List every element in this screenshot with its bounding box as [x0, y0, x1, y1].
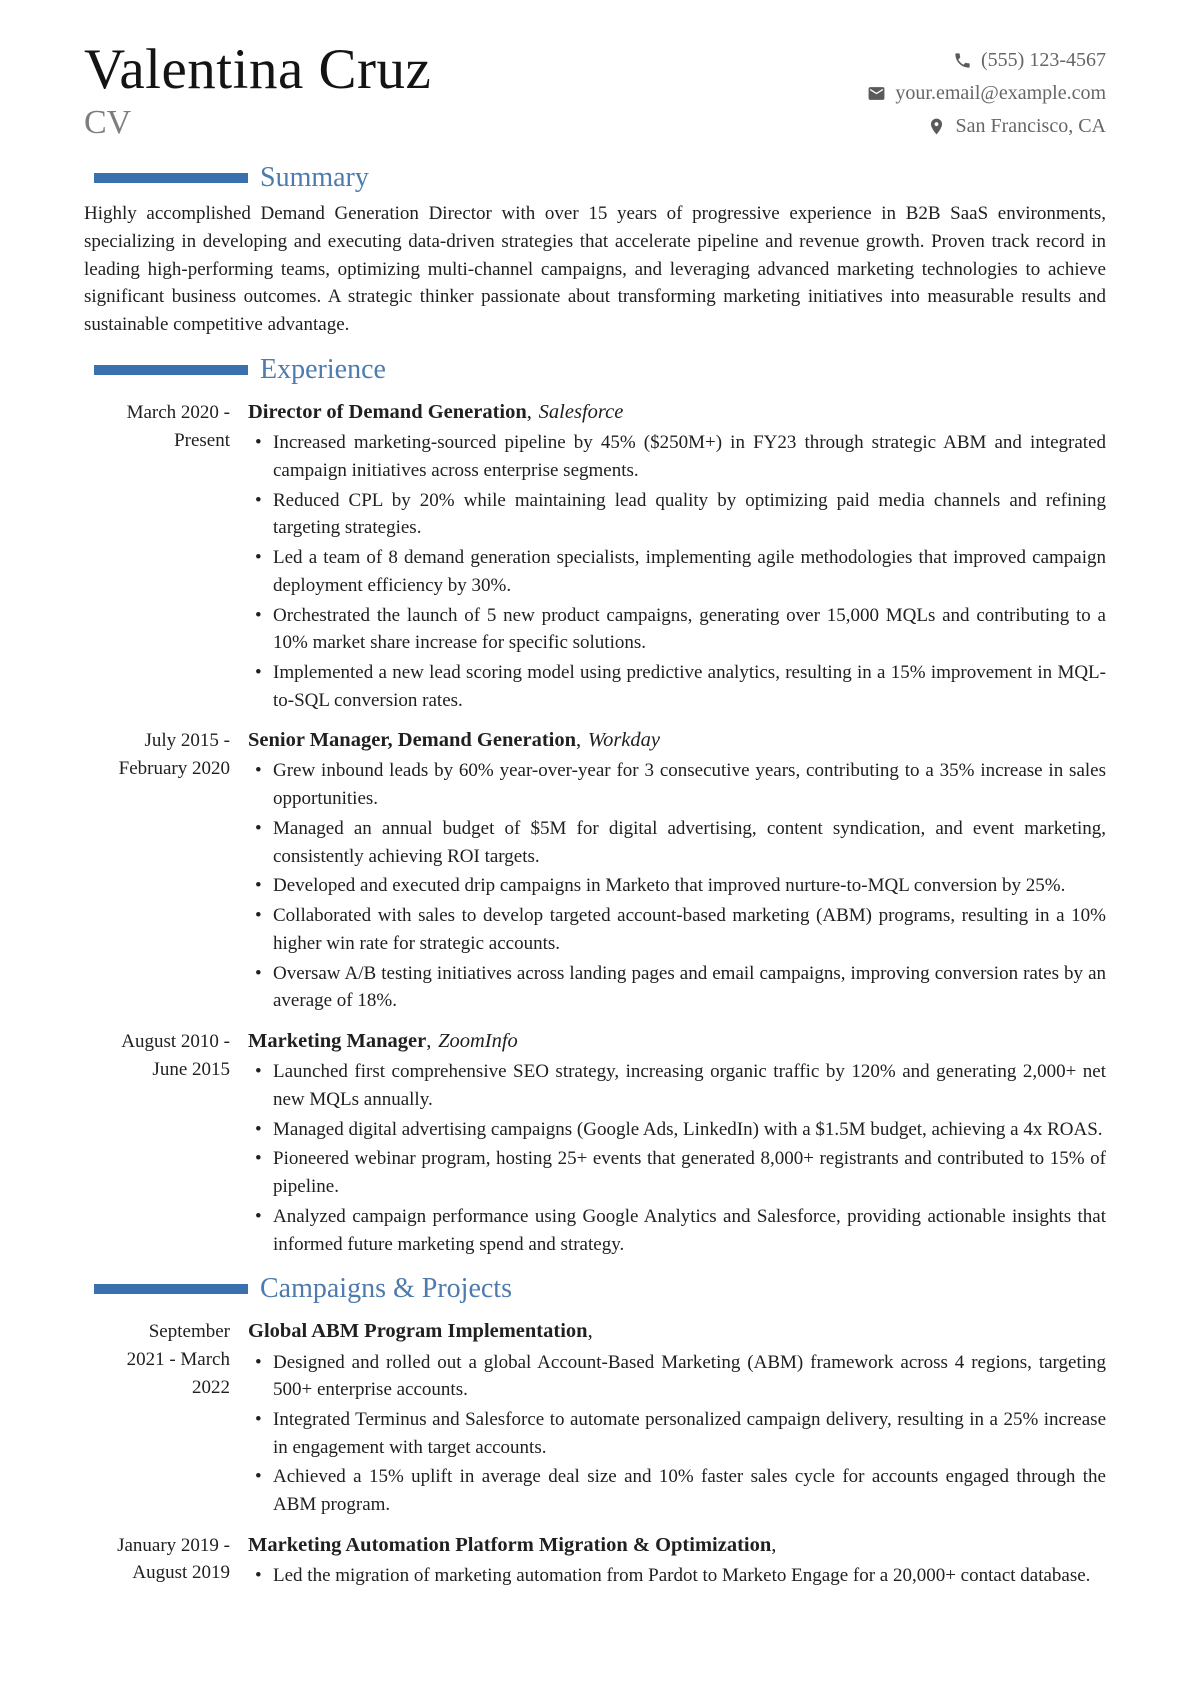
experience-entry: [84, 727, 1106, 1015]
entry-title: [248, 727, 1106, 754]
entry-role: Marketing Automation Platform Migration & Optimization: [248, 1533, 772, 1556]
entry-body: [248, 1028, 1106, 1258]
cv-label: CV: [84, 103, 132, 141]
bullet-item: • Orchestrated the launch of 5 new product campaigns, generating over 15,000 MQLs and contributing to a 10% market share increase for specific solutions.: [248, 602, 1106, 657]
heading-accent-bar: [94, 365, 248, 375]
title-separator: ,: [576, 729, 582, 752]
project-entry: [84, 1532, 1106, 1590]
bullet-item: • Managed an annual budget of $5M for digital advertising, content syndication, and event marketing, consistently achieving ROI targets.: [248, 815, 1106, 870]
entry-date: July 2015 - February 2020: [118, 730, 230, 779]
summary-paragraph: Highly accomplished Demand Generation Director with over 15 years of progressive experience in B2B SaaS environments, specializing in developing and executing data-driven strategies that accelerate pipeline and revenue growth. Proven track record in leading high-performing teams, optimizing multi-channel campaigns, and leveraging advanced marketing technologies to achieve significant business outcomes. A strategic thinker passionate about transforming marketing initiatives into measurable results and sustainable competitive advantage.: [84, 203, 1106, 336]
projects-title: Campaigns & Projects: [260, 1273, 512, 1305]
bullet-list: [248, 757, 1106, 1015]
title-separator: ,: [426, 1030, 432, 1053]
summary-title: Summary: [260, 162, 369, 193]
contact-location-row: [867, 114, 1106, 138]
entry-role: Marketing Manager: [248, 1030, 427, 1053]
entry-date: August 2010 - June 2015: [121, 1031, 230, 1080]
projects-section-heading: [84, 1273, 1106, 1305]
entry-title: [248, 1532, 1106, 1559]
bullet-list: [248, 1349, 1106, 1519]
bullet-item: • Led a team of 8 demand generation specialists, implementing agile methodologies that improved campaign deployment efficiency by 30%.: [248, 544, 1106, 599]
experience-title: Experience: [260, 353, 386, 385]
entry-date: March 2020 - Present: [126, 402, 230, 451]
bullet-item: • Managed digital advertising campaigns (Google Ads, LinkedIn) with a $1.5M budget, achieving a 4x ROAS.: [248, 1116, 1106, 1144]
phone-icon: [953, 51, 972, 70]
bullet-list: [248, 1058, 1106, 1258]
entry-role: Global ABM Program Implementation: [248, 1320, 588, 1343]
bullet-item: • Led the migration of marketing automation from Pardot to Marketo Engage for a 20,000+ contact database.: [248, 1562, 1106, 1590]
entry-date: September 2021 - March 2022: [126, 1321, 230, 1398]
summary-section-heading: [84, 162, 1106, 194]
entry-date: January 2019 - August 2019: [117, 1534, 230, 1584]
bullet-item: • Reduced CPL by 20% while maintaining lead quality by optimizing paid media channels and refining targeting strategies.: [248, 487, 1106, 542]
entry-body: [248, 399, 1106, 714]
contact-block: [867, 48, 1106, 147]
bullet-item: • Implemented a new lead scoring model using predictive analytics, resulting in a 15% improvement in MQL-to-SQL conversion rates.: [248, 659, 1106, 714]
location-text: San Francisco, CA: [955, 115, 1106, 137]
experience-entry: [84, 1028, 1106, 1258]
bullet-item: • Integrated Terminus and Salesforce to automate personalized campaign delivery, resulting in a 25% increase in engagement with target accounts.: [248, 1406, 1106, 1461]
phone-number: (555) 123-4567: [981, 49, 1106, 71]
bullet-list: [248, 429, 1106, 714]
entry-role: Senior Manager, Demand Generation: [248, 729, 576, 752]
header-left: [84, 40, 431, 141]
email-address: your.email@example.com: [895, 82, 1106, 104]
experience-entry: [84, 399, 1106, 714]
location-icon: [927, 117, 946, 136]
heading-accent-bar: [94, 173, 248, 183]
entry-body: [248, 727, 1106, 1015]
entry-title: [248, 1028, 1106, 1055]
bullet-item: • Grew inbound leads by 60% year-over-year for 3 consecutive years, contributing to a 35% increase in sales opportunities.: [248, 757, 1106, 812]
title-separator: ,: [771, 1533, 777, 1556]
cv-header: [84, 40, 1106, 147]
entry-body: [248, 1318, 1106, 1518]
bullet-item: • Analyzed campaign performance using Google Analytics and Salesforce, providing actionable insights that informed future marketing spend and strategy.: [248, 1203, 1106, 1258]
bullet-item: • Pioneered webinar program, hosting 25+ events that generated 8,000+ registrants and contributed to 15% of pipeline.: [248, 1145, 1106, 1200]
bullet-item: • Oversaw A/B testing initiatives across landing pages and email campaigns, improving conversion rates by an average of 18%.: [248, 960, 1106, 1015]
bullet-item: • Collaborated with sales to develop targeted account-based marketing (ABM) programs, resulting in a 10% higher win rate for strategic accounts.: [248, 902, 1106, 957]
contact-phone-row: [867, 48, 1106, 72]
entry-title: [248, 399, 1106, 426]
experience-section-heading: [84, 354, 1106, 386]
entry-company: Workday: [587, 729, 660, 752]
bullet-list: [248, 1562, 1106, 1590]
bullet-item: • Launched first comprehensive SEO strategy, increasing organic traffic by 120% and generating 2,000+ net new MQLs annually.: [248, 1058, 1106, 1113]
person-name: Valentina Cruz: [84, 38, 432, 101]
entry-company: Salesforce: [538, 401, 624, 424]
bullet-item: • Developed and executed drip campaigns in Marketo that improved nurture-to-MQL conversion by 25%.: [248, 872, 1106, 900]
bullet-item: • Increased marketing-sourced pipeline by 45% ($250M+) in FY23 through strategic ABM and integrated campaign initiatives across enterprise segments.: [248, 429, 1106, 484]
title-separator: ,: [587, 1320, 593, 1343]
email-icon: [867, 84, 886, 103]
title-separator: ,: [526, 401, 532, 424]
bullet-item: • Achieved a 15% uplift in average deal size and 10% faster sales cycle for accounts engaged through the ABM program.: [248, 1463, 1106, 1518]
project-entry: [84, 1318, 1106, 1518]
entry-role: Director of Demand Generation: [248, 401, 527, 424]
entry-company: ZoomInfo: [438, 1030, 518, 1053]
heading-accent-bar: [94, 1284, 248, 1294]
bullet-item: • Designed and rolled out a global Account-Based Marketing (ABM) framework across 4 regions, targeting 500+ enterprise accounts.: [248, 1349, 1106, 1404]
contact-email-row: [867, 81, 1106, 105]
entry-title: [248, 1318, 1106, 1345]
entry-body: [248, 1532, 1106, 1590]
